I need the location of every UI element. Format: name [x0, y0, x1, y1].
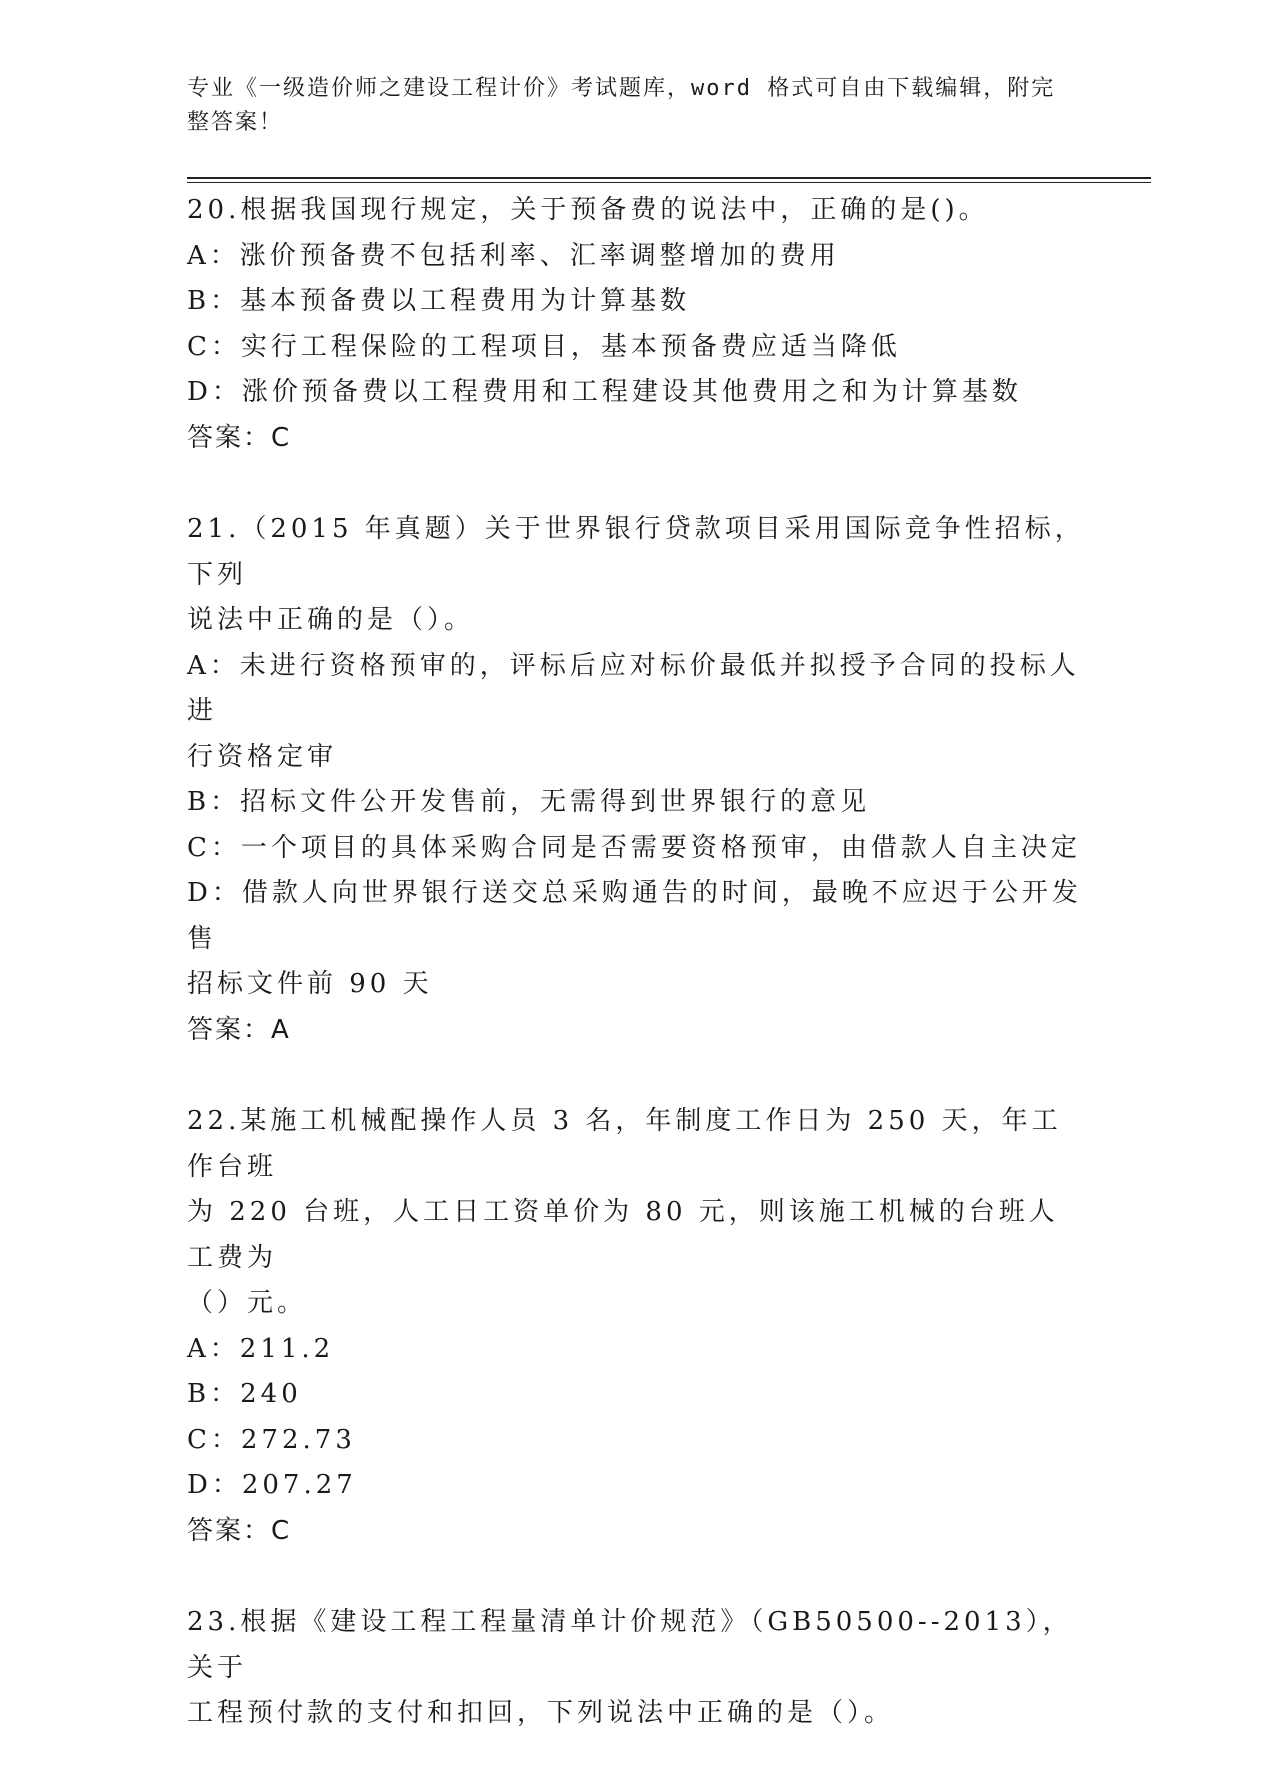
option-line: A：涨价预备费不包括利率、汇率调整增加的费用 — [187, 240, 840, 271]
header-divider-thin — [187, 182, 1151, 183]
answer-line: 答案：A — [187, 1014, 291, 1045]
option-line: B：招标文件公开发售前，无需得到世界银行的意见 — [187, 787, 871, 817]
option-line: D：涨价预备费以工程费用和工程建设其他费用之和为计算基数 — [187, 377, 1022, 407]
question-stem-line: （）元。 — [187, 1288, 308, 1318]
header-line-1: 专业《一级造价师之建设工程计价》考试题库，word 格式可自由下载编辑，附完 — [187, 76, 1056, 101]
question-block — [187, 1600, 1087, 1737]
option-line: D：207.27 — [187, 1470, 357, 1500]
question-block — [187, 188, 1087, 461]
question-stem-line: 23.根据《建设工程工程量清单计价规范》（GB50500--2013），关于 — [187, 1607, 1073, 1683]
option-line: C：实行工程保险的工程项目，基本预备费应适当降低 — [187, 331, 901, 362]
question-stem-line: 工程预付款的支付和扣回，下列说法中正确的是（）。 — [187, 1698, 895, 1728]
header-line-2: 整答案！ — [187, 110, 284, 135]
question-stem-line: 22.某施工机械配操作人员 3 名，年制度工作日为 250 天，年工作台班 — [187, 1106, 1062, 1182]
question-stem-line: 20.根据我国现行规定，关于预备费的说法中，正确的是()。 — [187, 195, 989, 225]
question-stem-line: 21.（2015 年真题）关于世界银行贷款项目采用国际竞争性招标，下列 — [187, 514, 1085, 590]
option-line: 行资格定审 — [187, 741, 338, 772]
option-line: B：基本预备费以工程费用为计算基数 — [187, 286, 691, 316]
option-line: A：211.2 — [187, 1333, 335, 1364]
answer-line: 答案：C — [187, 422, 292, 453]
answer-line: 答案：C — [187, 1515, 292, 1546]
option-line: C：272.73 — [187, 1424, 356, 1455]
page-header — [187, 72, 1067, 140]
option-line: D：借款人向世界银行送交总采购通告的时间，最晚不应迟于公开发售 — [187, 878, 1082, 954]
question-block — [187, 1099, 1087, 1554]
question-stem-line: 为 220 台班，人工日工资单价为 80 元，则该施工机械的台班人工费为 — [187, 1197, 1059, 1273]
header-divider-thick — [187, 177, 1151, 179]
question-block — [187, 507, 1087, 1053]
option-line: B：240 — [187, 1379, 302, 1409]
question-stem-line: 说法中正确的是（）。 — [187, 605, 475, 635]
option-line: 招标文件前 90 天 — [187, 969, 433, 999]
option-line: C：一个项目的具体采购合同是否需要资格预审，由借款人自主决定 — [187, 832, 1081, 863]
question-list — [187, 188, 1087, 1783]
option-line: A：未进行资格预审的，评标后应对标价最低并拟授予合同的投标人进 — [187, 650, 1080, 726]
